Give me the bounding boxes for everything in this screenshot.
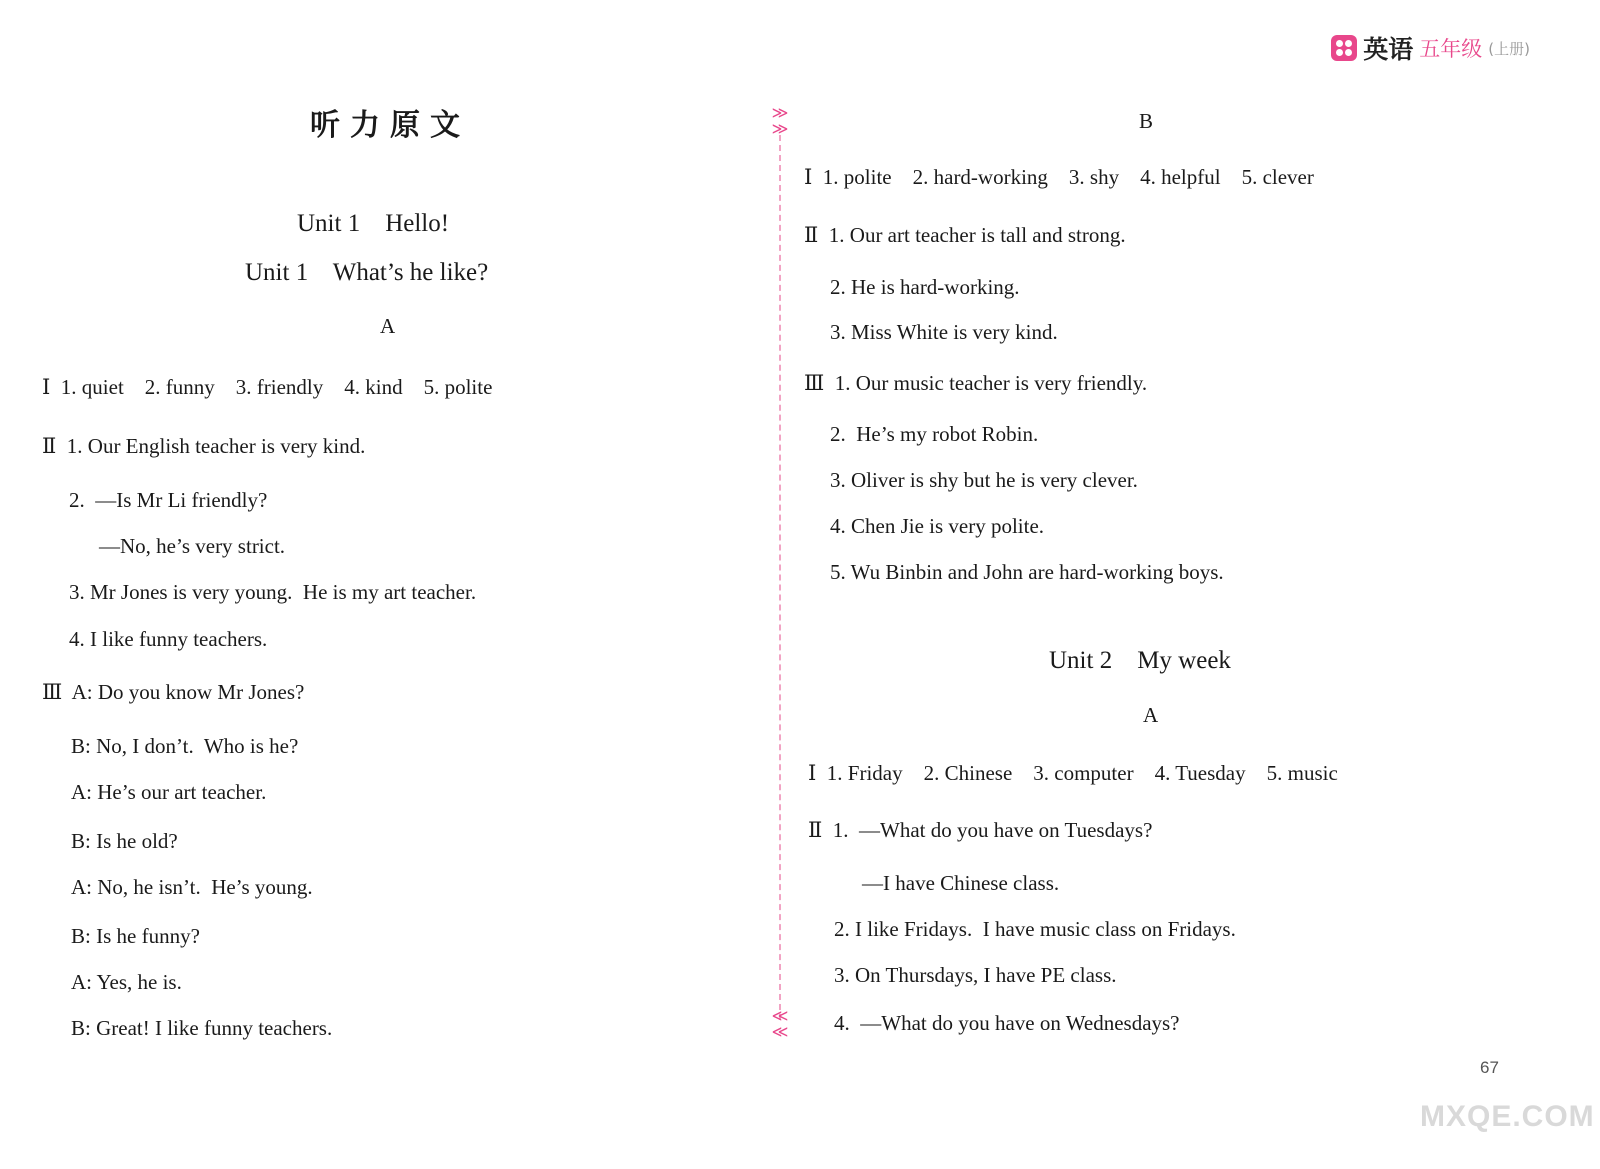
right-a-line-5: 3. On Thursdays, I have PE class. xyxy=(834,963,1117,987)
left-page xyxy=(0,0,770,1169)
left-line-7: Ⅲ A: Do you know Mr Jones? xyxy=(42,680,305,704)
right-b-line-7: 3. Oliver is shy but he is very clever. xyxy=(830,468,1138,492)
right-b-line-9: 5. Wu Binbin and John are hard-working boys. xyxy=(830,560,1224,584)
spine-arrow-top-icon: ≫ ≫ xyxy=(771,103,789,138)
left-line-6: 4. I like funny teachers. xyxy=(69,627,268,651)
right-a-line-4: 2. I like Fridays. I have music class on Fridays. xyxy=(834,917,1236,941)
part-a-label-unit2: A xyxy=(1143,703,1159,727)
left-line-12: B: Is he funny? xyxy=(71,924,200,948)
right-a-line-3: —I have Chinese class. xyxy=(862,871,1060,895)
right-b-line-8: 4. Chen Jie is very polite. xyxy=(830,514,1045,538)
header-subject: 英语 xyxy=(1363,35,1414,64)
page-number: 67 xyxy=(1480,1058,1499,1077)
header-term: (上册) xyxy=(1488,39,1530,58)
right-b-line-1: Ⅰ 1. polite 2. hard-working 3. shy 4. helpful 5. clever xyxy=(804,165,1314,189)
right-a-line-1: Ⅰ 1. Friday 2. Chinese 3. computer 4. Tuesday 5. music xyxy=(808,761,1338,785)
right-b-line-6: 2. He’s my robot Robin. xyxy=(830,422,1039,446)
left-line-8: B: No, I don’t. Who is he? xyxy=(71,734,299,758)
unit-heading: Unit 1 Hello! xyxy=(297,210,450,237)
right-b-line-4: 3. Miss White is very kind. xyxy=(830,320,1058,344)
spine-dashed-line xyxy=(779,135,781,1020)
page-title: 听力原文 xyxy=(310,108,470,143)
left-line-11: A: No, he isn’t. He’s young. xyxy=(71,875,313,899)
lesson-heading: Unit 1 What’s he like? xyxy=(245,259,489,286)
right-page xyxy=(790,0,1600,1169)
spine-arrow-bottom-icon: ≪ ≪ xyxy=(771,1006,789,1041)
left-line-1: Ⅰ 1. quiet 2. funny 3. friendly 4. kind 5. polite xyxy=(42,375,493,399)
left-line-14: B: Great! I like funny teachers. xyxy=(71,1016,333,1040)
left-line-3: 2. —Is Mr Li friendly? xyxy=(69,488,268,512)
right-b-line-3: 2. He is hard-working. xyxy=(830,275,1020,299)
left-line-4: —No, he’s very strict. xyxy=(99,534,286,558)
left-line-13: A: Yes, he is. xyxy=(71,970,182,994)
left-line-5: 3. Mr Jones is very young. He is my art teacher. xyxy=(69,580,477,604)
right-a-line-2: Ⅱ 1. —What do you have on Tuesdays? xyxy=(808,818,1153,842)
right-b-line-5: Ⅲ 1. Our music teacher is very friendly. xyxy=(804,371,1148,395)
left-line-2: Ⅱ 1. Our English teacher is very kind. xyxy=(42,434,366,458)
header-grade: 五年级 xyxy=(1419,37,1483,61)
unit2-heading: Unit 2 My week xyxy=(1049,647,1231,674)
left-line-9: A: He’s our art teacher. xyxy=(71,780,267,804)
part-a-label: A xyxy=(380,314,396,338)
part-b-label: B xyxy=(1139,109,1154,133)
page-spine-divider xyxy=(770,105,790,1040)
right-b-line-2: Ⅱ 1. Our art teacher is tall and strong. xyxy=(804,223,1126,247)
right-a-line-6: 4. —What do you have on Wednesdays? xyxy=(834,1011,1180,1035)
left-line-10: B: Is he old? xyxy=(71,829,178,853)
watermark-text: MXQE.COM xyxy=(1420,1100,1595,1133)
